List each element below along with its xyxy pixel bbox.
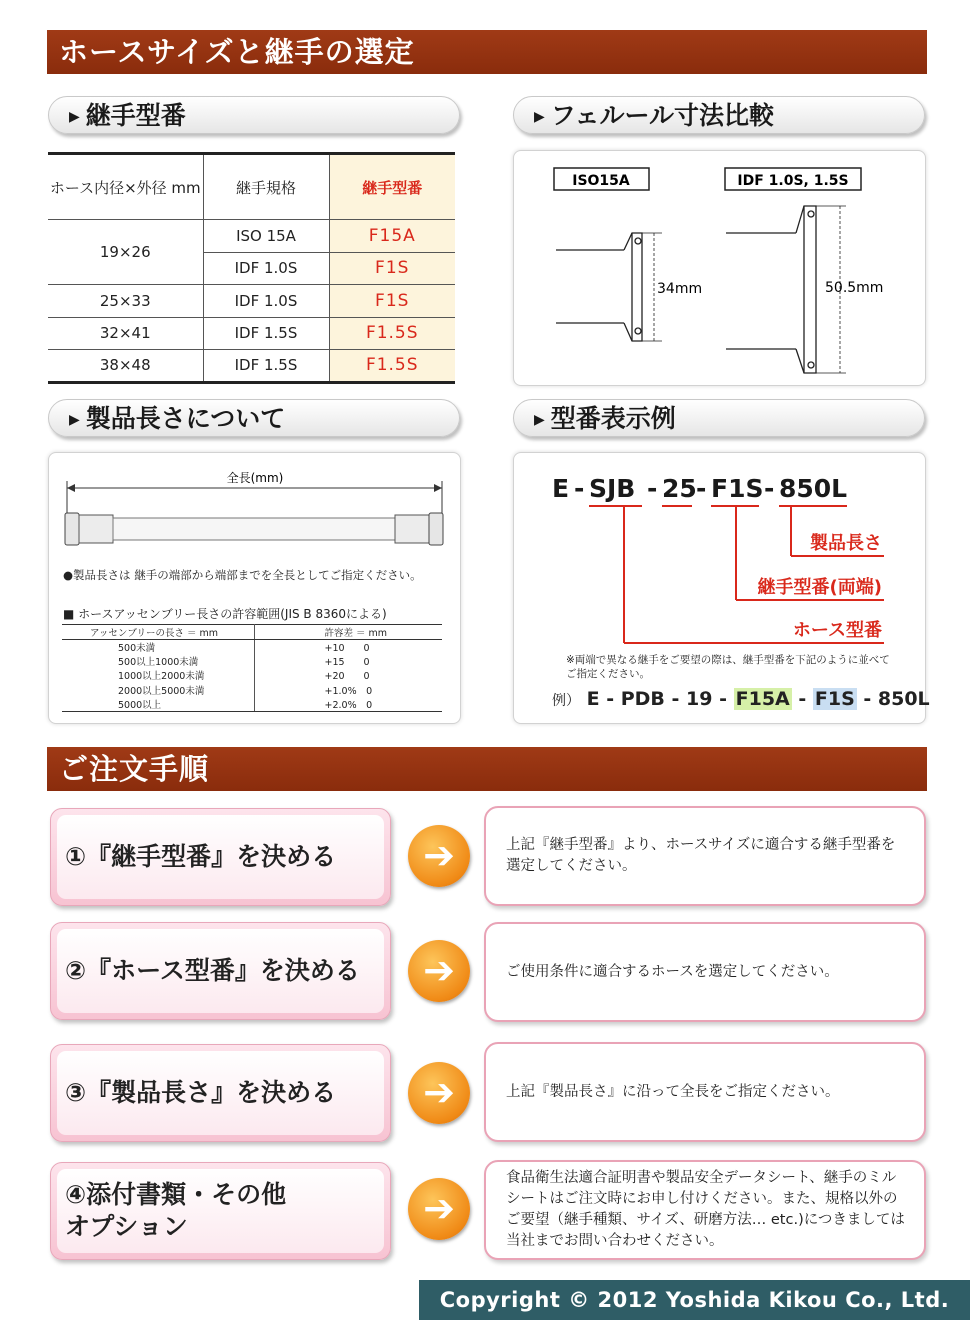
model-cell: F1S bbox=[329, 285, 455, 318]
step-description-text: 上記『継手型番』より、ホースサイズに適合する継手型番を選定してください。 bbox=[506, 837, 896, 874]
example-part: PDB bbox=[620, 688, 665, 710]
tolerance-value-cell: +10 0 bbox=[324, 643, 370, 654]
table-header-hose-size: ホース内径×外径 mm bbox=[48, 154, 203, 220]
section-heading-length bbox=[48, 399, 460, 437]
model-cell: F1S bbox=[329, 252, 455, 285]
model-cell: F1.5S bbox=[329, 317, 455, 350]
tolerance-length-cell: 5000以上 bbox=[62, 697, 254, 712]
section-heading-ferrule bbox=[513, 96, 925, 134]
step-2-card bbox=[50, 922, 391, 1020]
tolerance-length-cell: 2000以上5000未満 bbox=[62, 683, 254, 697]
step-title: ①『継手型番』を決める bbox=[65, 842, 337, 871]
part-hose: 25 bbox=[662, 474, 697, 503]
table-row bbox=[48, 350, 455, 383]
step-1-description bbox=[484, 806, 926, 906]
ferrule-diagram bbox=[514, 151, 927, 387]
tolerance-value-cell: +15 0 bbox=[324, 657, 370, 669]
arrow-right-icon: ➔ bbox=[408, 825, 470, 887]
spec-cell: IDF 1.5S bbox=[203, 317, 329, 350]
arrow-right-icon: ➔ bbox=[408, 940, 470, 1002]
label-fitting-model: 継手型番(両端) bbox=[757, 577, 882, 598]
tolerance-length-cell: 500以上1000未満 bbox=[62, 654, 254, 668]
spec-cell: ISO 15A bbox=[203, 220, 329, 253]
model-example-note: ※両端で異なる継手をご要望の際は、継手型番を下記のように並べてご指定ください。 bbox=[566, 654, 890, 680]
example-part: 19 bbox=[686, 688, 713, 710]
tolerance-value-cell: +20 0 bbox=[324, 671, 370, 683]
hose-size-cell: 19×26 bbox=[48, 220, 203, 285]
step-3-card bbox=[50, 1044, 391, 1142]
idf-label: IDF 1.0S, 1.5S bbox=[737, 173, 849, 189]
model-cell: F1.5S bbox=[329, 350, 455, 383]
fitting-model-table bbox=[48, 152, 455, 384]
length-note: ●製品長さは 継手の端部から端部までを全長としてご指定ください。 bbox=[63, 568, 422, 582]
tolerance-title: ■ ホースアッセンブリー長さの許容範囲(JIS B 8360による) bbox=[63, 607, 387, 621]
tolerance-table bbox=[62, 624, 442, 712]
triangle-icon: ▶ bbox=[69, 412, 80, 428]
table-header-spec: 継手規格 bbox=[203, 154, 329, 220]
table-row bbox=[48, 285, 455, 318]
example-prefix: 例） bbox=[552, 693, 580, 709]
hose-size-cell: 32×41 bbox=[48, 317, 203, 350]
iso-ferrule-shape bbox=[556, 233, 662, 341]
iso-label: ISO15A bbox=[572, 173, 630, 189]
spec-cell: IDF 1.0S bbox=[203, 252, 329, 285]
svg-text:-: - bbox=[696, 474, 707, 503]
part-length: 850L bbox=[779, 474, 848, 503]
copyright-footer: Copyright © 2012 Yoshida Kikou Co., Ltd. bbox=[419, 1280, 970, 1320]
triangle-icon: ▶ bbox=[69, 109, 80, 125]
section-banner-order: ご注文手順 bbox=[47, 747, 927, 791]
tolerance-header-value: 許容差 ＝ mm bbox=[254, 625, 442, 640]
table-header-model: 継手型番 bbox=[329, 154, 455, 220]
spec-cell: IDF 1.5S bbox=[203, 350, 329, 383]
table-row bbox=[48, 220, 455, 253]
arrow-right-icon: ➔ bbox=[408, 1062, 470, 1124]
step-1-card bbox=[50, 808, 391, 906]
example-part: E bbox=[586, 688, 600, 710]
svg-text:-: - bbox=[764, 474, 775, 503]
label-hose-model: ホース型番 bbox=[792, 620, 882, 641]
label-product-length: 製品長さ bbox=[810, 533, 882, 554]
ferrule-comparison-panel bbox=[513, 150, 926, 386]
section-banner-hose-size: ホースサイズと継手の選定 bbox=[47, 30, 927, 74]
example-part-highlight-blue: F1S bbox=[814, 688, 855, 710]
step-title: ④添付書類・その他オプション bbox=[65, 1180, 287, 1241]
example-part: 850L bbox=[877, 688, 930, 710]
triangle-icon: ▶ bbox=[534, 109, 545, 125]
iso-dimension: 34mm bbox=[657, 281, 703, 297]
step-4-card bbox=[50, 1162, 391, 1260]
svg-text:-: - bbox=[574, 474, 585, 503]
part-fitting: F1S bbox=[711, 474, 764, 503]
hose-assembly-diagram bbox=[49, 453, 462, 573]
tolerance-length-cell: 500未満 bbox=[62, 640, 254, 655]
step-description-text: ご使用条件に適合するホースを選定してください。 bbox=[506, 963, 839, 980]
hose-size-cell: 38×48 bbox=[48, 350, 203, 383]
svg-text:-: - bbox=[647, 474, 658, 503]
step-4-description bbox=[484, 1160, 926, 1260]
model-example-line: 例） E - PDB - 19 - F15A - F1S - 850L bbox=[552, 688, 930, 710]
part-series: SJB bbox=[589, 474, 636, 503]
step-description-text: 食品衛生法適合証明書や製品安全データシート、継手のミルシートはご注文時にお申し付けください。また、規格以外のご要望（継手種類、サイズ、研磨方法… etc.)につきましては当社までお問い合わせください。 bbox=[506, 1170, 905, 1249]
arrow-right-icon: ➔ bbox=[408, 1178, 470, 1240]
step-title: ②『ホース型番』を決める bbox=[65, 956, 360, 985]
tolerance-value-cell: +2.0% 0 bbox=[254, 697, 442, 712]
tolerance-header-length: アッセンブリーの長さ ＝ mm bbox=[62, 625, 254, 640]
model-example-panel bbox=[513, 452, 930, 724]
step-3-description bbox=[484, 1042, 926, 1142]
part-e: E bbox=[552, 474, 570, 503]
total-length-label: 全長(mm) bbox=[226, 471, 284, 485]
example-part-highlight-green: F15A bbox=[735, 688, 790, 710]
triangle-icon: ▶ bbox=[534, 412, 545, 428]
tolerance-value-cell: +1.0% 0 bbox=[324, 685, 373, 697]
hose-size-cell: 25×33 bbox=[48, 285, 203, 318]
idf-dimension: 50.5mm bbox=[825, 280, 884, 296]
section-heading-label: 製品長さについて bbox=[85, 404, 286, 433]
section-heading-label: 型番表示例 bbox=[550, 404, 676, 433]
section-heading-model-example bbox=[513, 399, 925, 437]
spec-cell: IDF 1.0S bbox=[203, 285, 329, 318]
section-heading-label: フェルール寸法比較 bbox=[550, 101, 775, 130]
step-2-description bbox=[484, 922, 926, 1022]
model-number-diagram bbox=[514, 453, 927, 725]
section-heading-label: 継手型番 bbox=[85, 101, 186, 130]
tolerance-length-cell: 1000以上2000未満 bbox=[62, 668, 254, 682]
step-title: ③『製品長さ』を決める bbox=[65, 1078, 337, 1107]
table-row bbox=[48, 317, 455, 350]
step-description-text: 上記『製品長さ』に沿って全長をご指定ください。 bbox=[506, 1083, 840, 1100]
model-cell: F15A bbox=[329, 220, 455, 253]
section-heading-fitting-model bbox=[48, 96, 460, 134]
